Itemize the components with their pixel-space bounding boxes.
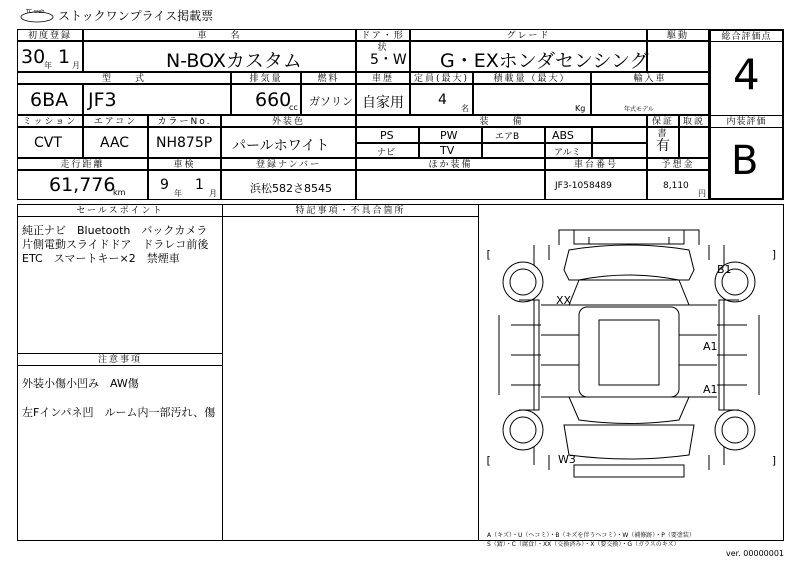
- damage-mark-w3: W3: [558, 453, 576, 466]
- label-load: 積載量（最大）: [473, 72, 591, 84]
- other-equip-cell: [356, 170, 545, 200]
- warranty: 有: [656, 138, 670, 154]
- first-reg-year: 30: [21, 46, 46, 68]
- total-score: 4: [733, 50, 760, 99]
- label-total-score: 総合評価点: [709, 29, 784, 42]
- logo-text: TC-web: [26, 9, 45, 15]
- model: JF3: [88, 89, 117, 111]
- legend-line-1: A（キズ）・U（ヘコミ）・B（キズを伴うヘコミ）・W（補修跡）・P（要塗装）: [487, 532, 695, 539]
- load-cell: [473, 84, 591, 115]
- version-label: ver. 00000001: [726, 549, 785, 558]
- equip-cell-extra2: [592, 143, 647, 158]
- label-sales-points: セールスポイント: [17, 204, 223, 217]
- bracket-right-top: ]: [771, 248, 778, 261]
- sales-point-line-3: ETC スマートキー×2 禁煙車: [22, 252, 180, 265]
- label-aircon: エアコン: [83, 115, 148, 127]
- label-chassis: 車台番号: [545, 158, 647, 170]
- label-equipment: 装 備: [356, 115, 647, 127]
- label-fuel: 燃料: [301, 72, 356, 84]
- equip-7: アルミ: [554, 148, 581, 158]
- equip-1: PW: [440, 129, 458, 142]
- sales-point-line-1: 純正ナビ Bluetooth バックカメラ: [22, 224, 208, 237]
- label-door-type: ドア・形状: [356, 29, 410, 41]
- label-history: 車歴: [356, 72, 410, 84]
- caution-line-3: 左Fインパネ凹 ルーム内一部汚れ、傷: [22, 406, 216, 419]
- capacity: 4: [438, 92, 447, 108]
- first-reg-year-unit: 年: [44, 61, 52, 70]
- damage-mark-a1-lower: A1: [703, 383, 718, 396]
- exterior-color: パールホワイト: [232, 138, 330, 154]
- equip-4: ナビ: [377, 148, 396, 158]
- label-manual: 取説: [679, 115, 709, 127]
- equip-0: PS: [380, 129, 394, 142]
- fuel: ガソリン: [309, 95, 353, 108]
- interior-score: B: [731, 138, 759, 184]
- caution-line-1: 外装小傷小凹み AW傷: [22, 377, 139, 390]
- label-cautions: 注意事項: [17, 353, 223, 366]
- equip-cell-6: [482, 143, 545, 158]
- plate: 浜松582さ8545: [250, 182, 332, 195]
- load-unit: Kg: [575, 104, 586, 113]
- model-prefix: 6BA: [30, 89, 69, 111]
- legend-line-2: S（錆）・C（腐食）・XX（交換済み）・X（要交換）・G（ガラスのキズ）: [487, 541, 680, 548]
- aircon: AAC: [100, 135, 130, 151]
- inspection-year: 9: [160, 177, 169, 193]
- color-no: NH875P: [156, 135, 213, 151]
- mission: CVT: [34, 135, 62, 151]
- drive-cell: [647, 41, 709, 72]
- damage-mark-xx: XX: [556, 294, 572, 307]
- grade: G・EXホンダセンシング: [440, 50, 649, 72]
- mileage-unit: km: [113, 188, 126, 197]
- label-mileage: 走行距離: [17, 158, 148, 170]
- label-notes: 特記事項・不具合箇所: [222, 204, 479, 217]
- bracket-left-top: [: [485, 248, 492, 261]
- label-import: 輸入車: [591, 72, 709, 84]
- damage-mark-b1: B1: [717, 263, 732, 276]
- first-reg-month: 1: [58, 46, 71, 68]
- label-drive: 駆動: [647, 29, 709, 41]
- equip-cell-extra1: [592, 127, 647, 143]
- label-capacity: 定員(最大): [410, 72, 473, 84]
- label-plate: 登録ナンバー: [221, 158, 356, 170]
- label-interior-score: 内装評価: [709, 115, 784, 128]
- manual-cell: [679, 127, 709, 158]
- capacity-unit: 名: [461, 104, 469, 113]
- history: 自家用: [362, 95, 404, 111]
- import-note: 年式モデル: [624, 106, 654, 113]
- price: 8,110: [663, 181, 689, 191]
- sales-point-line-2: 片側電動スライドドア ドラレコ前後: [22, 238, 209, 251]
- label-grade: グレード: [410, 29, 647, 41]
- displacement: 660: [255, 89, 292, 111]
- wheel-front-left: [503, 262, 543, 302]
- logo: [20, 8, 54, 20]
- wheel-rear-left: [503, 410, 543, 450]
- car-name: N-BOXカスタム: [166, 50, 302, 72]
- label-first-reg: 初度登録: [17, 29, 83, 41]
- label-model: 型 式: [17, 72, 231, 84]
- equip-3: ABS: [552, 129, 574, 142]
- label-car-name: 車 名: [83, 29, 356, 41]
- inspection-month: 1: [195, 177, 204, 193]
- wheel-rear-right: [715, 410, 755, 450]
- displacement-unit: cc: [289, 103, 298, 112]
- label-other-equip: ほか装備: [356, 158, 545, 170]
- bracket-right-bottom: ]: [771, 454, 778, 467]
- inspection-month-unit: 月: [209, 189, 217, 198]
- inspection-year-unit: 年: [174, 189, 182, 198]
- label-inspection: 車検: [148, 158, 221, 170]
- label-warranty: 保証書: [647, 115, 679, 127]
- chassis: JF3-1058489: [555, 181, 612, 191]
- car-damage-diagram: [479, 215, 784, 500]
- label-mission: ミッション: [17, 115, 83, 127]
- equip-2: エアB: [495, 132, 520, 142]
- label-exterior-color: 外装色: [221, 115, 356, 127]
- bracket-left-bottom: [: [485, 454, 492, 467]
- equip-5: TV: [440, 144, 455, 157]
- label-price: 予想金: [647, 158, 709, 170]
- label-displacement: 排気量: [231, 72, 301, 84]
- damage-mark-a1-upper: A1: [703, 340, 718, 353]
- price-unit: 円: [698, 189, 706, 198]
- first-reg-month-unit: 月: [72, 61, 80, 70]
- page-title: ストックワンプライス掲載票: [58, 9, 214, 23]
- mileage: 61,776: [49, 174, 116, 196]
- door-type: 5・W: [370, 52, 407, 68]
- label-color: カラーNo.: [148, 115, 221, 127]
